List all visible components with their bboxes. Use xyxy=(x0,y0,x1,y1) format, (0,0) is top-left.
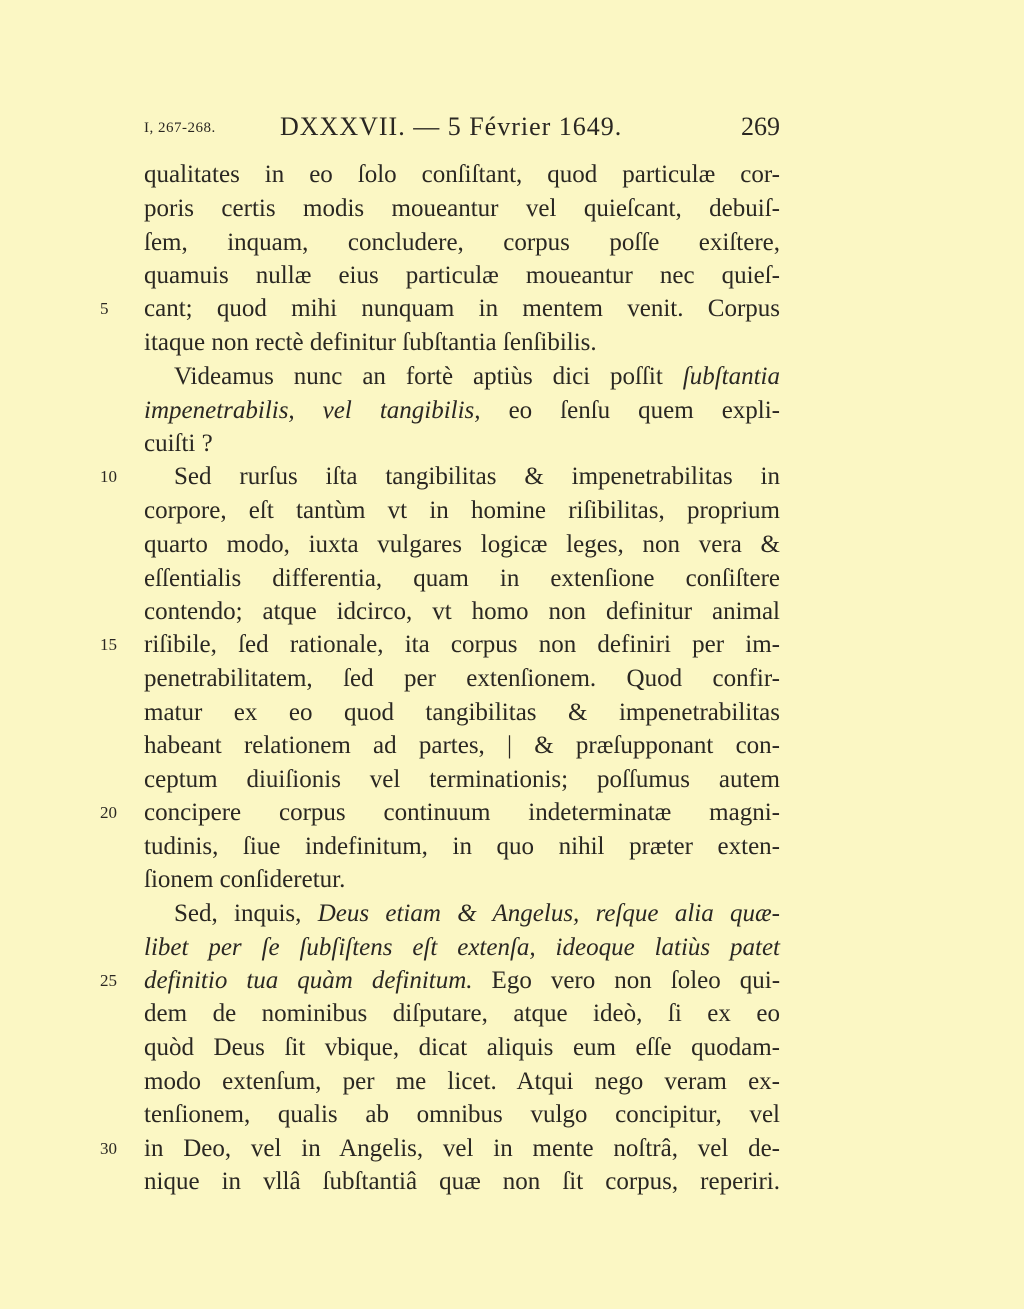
line-number: 30 xyxy=(100,1139,117,1158)
text-line: libet per ſe ſubſiſtens eſt extenſa, ideoque latiùs patet xyxy=(144,934,780,961)
text-line: riſibile, ſed rationale, ita corpus non definiri per im- xyxy=(144,631,780,658)
text-line: ſionem conſideretur. xyxy=(144,866,346,893)
line-number: 25 xyxy=(100,971,117,990)
text-segment: eo ſenſu quem expli- xyxy=(508,397,781,424)
text-segment: Ego vero non ſoleo qui- xyxy=(491,967,781,994)
text-segment-italic: Deus etiam & Angelus, reſque alia quæ- xyxy=(317,900,781,927)
text-line: tenſionem, qualis ab omnibus vulgo concipitur, vel xyxy=(144,1101,780,1128)
text-line: tudinis, ſiue indefinitum, in quo nihil præter exten- xyxy=(144,833,780,860)
text-line: corpore, eſt tantùm vt in homine riſibilitas, proprium xyxy=(144,497,780,524)
text-line: nique in vllâ ſubſtantiâ quæ non ſit corpus, reperiri. xyxy=(144,1168,780,1195)
text-line: itaque non rectè definitur ſubſtantia ſenſibilis. xyxy=(144,329,597,356)
text-line: eſſentialis differentia, quam in extenſione conſiſtere xyxy=(144,565,780,592)
text-line: cant; quod mihi nunquam in mentem venit. Corpus xyxy=(144,295,780,322)
text-line: cuiſti ? xyxy=(144,430,213,457)
text-segment: Sed, inquis, xyxy=(174,900,302,927)
line-number: 15 xyxy=(100,635,117,654)
text-line: Sed rurſus iſta tangibilitas & impenetrabilitas in xyxy=(174,463,780,490)
text-line: in Deo, vel in Angelis, vel in mente noſtrâ, vel de- xyxy=(144,1135,780,1162)
line-number: 5 xyxy=(100,299,109,318)
running-header xyxy=(144,112,780,148)
text-line xyxy=(144,964,780,998)
text-line xyxy=(144,897,780,931)
text-line xyxy=(144,360,780,394)
text-line: quamuis nullæ eius particulæ moueantur nec quieſ- xyxy=(144,262,780,289)
text-segment-italic: definitio tua quàm definitum. xyxy=(144,967,473,994)
text-segment: Videamus nunc an fortè aptiùs dici poſſit xyxy=(174,363,663,390)
text-line: contendo; atque idcirco, vt homo non definitur animal xyxy=(144,598,780,625)
text-line: concipere corpus continuum indeterminatæ magni- xyxy=(144,799,780,826)
text-line: ſem, inquam, concludere, corpus poſſe exiſtere, xyxy=(144,229,780,256)
text-line: matur ex eo quod tangibilitas & impenetrabilitas xyxy=(144,699,780,726)
text-line: quarto modo, iuxta vulgares logicæ leges, non vera & xyxy=(144,531,780,558)
line-number: 20 xyxy=(100,803,117,822)
volume-reference: I, 267-268. xyxy=(144,120,216,136)
text-line: poris certis modis moueantur vel quieſcant, debuiſ- xyxy=(144,195,780,222)
text-line: modo extenſum, per me licet. Atqui nego veram ex- xyxy=(144,1068,780,1095)
text-line: dem de nominibus diſputare, atque ideò, ſi ex eo xyxy=(144,1000,780,1027)
text-line: penetrabilitatem, ſed per extenſionem. Quod confir- xyxy=(144,665,780,692)
text-line xyxy=(144,394,780,428)
text-segment-italic: ſubſtantia xyxy=(682,363,780,390)
page-number: 269 xyxy=(741,112,780,141)
text-line: ceptum diuiſionis vel terminationis; poſſumus autem xyxy=(144,766,780,793)
line-number: 10 xyxy=(100,467,117,486)
text-line: qualitates in eo ſolo conſiſtant, quod particulæ cor- xyxy=(144,161,780,188)
text-line: quòd Deus ſit vbique, dicat aliquis eum eſſe quodam- xyxy=(144,1034,780,1061)
text-segment-italic: impenetrabilis, vel tangibilis, xyxy=(144,397,481,424)
letter-title: DXXXVII. — 5 Février 1649. xyxy=(280,112,623,141)
text-line: habeant relationem ad partes, | & præſupponant con- xyxy=(144,732,780,759)
